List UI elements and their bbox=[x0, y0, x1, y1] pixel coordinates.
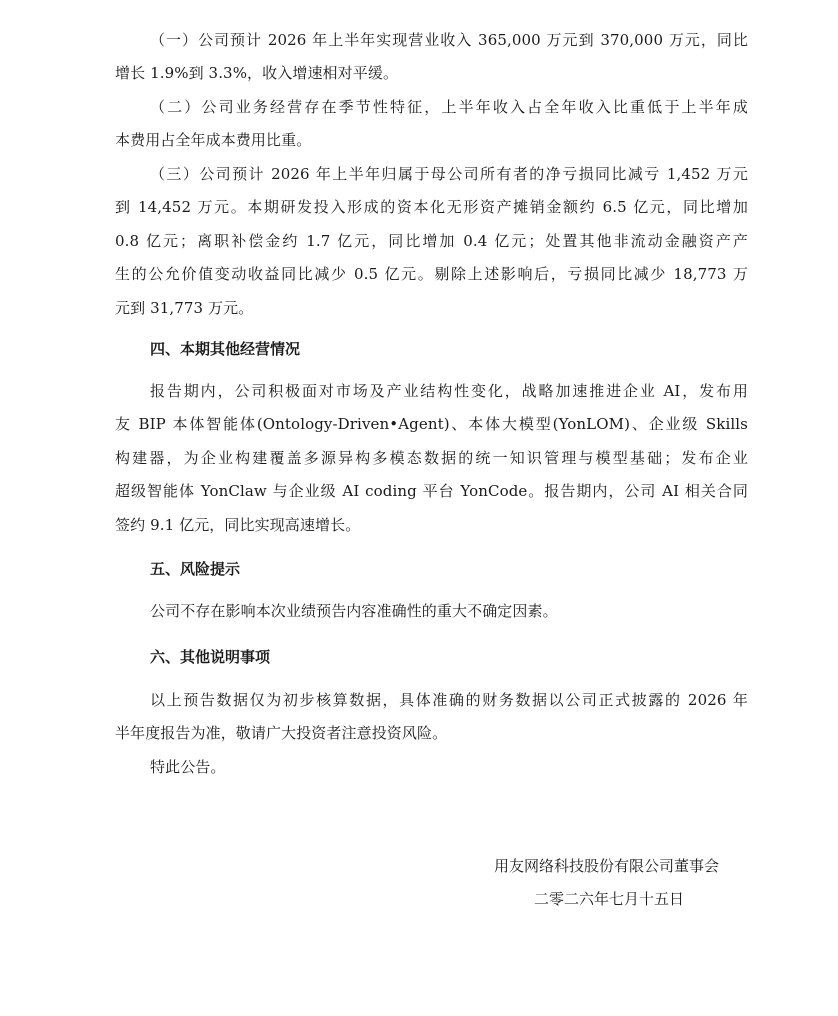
paragraph-notes-line-2: 半年度报告为准，敬请广大投资者注意投资风险。 bbox=[115, 724, 448, 742]
paragraph-operations-line-2: 友 BIP 本体智能体(Ontology-Driven•Agent)、本体大模型(YonLOM)、企业级 Skills bbox=[115, 415, 748, 433]
paragraph-operations-line-4: 超级智能体 YonClaw 与企业级 AI coding 平台 YonCode。报告期内，公司 AI 相关合同 bbox=[115, 482, 748, 500]
paragraph-net-loss-line-4: 生的公允价值变动收益同比减少 0.5 亿元。剔除上述影响后，亏损同比减少 18,773 万 bbox=[115, 265, 748, 283]
paragraph-seasonality-line-2: 本费用占全年成本费用比重。 bbox=[115, 131, 312, 149]
paragraph-revenue-line-1: （一）公司预计 2026 年上半年实现营业收入 365,000 万元到 370,000 万元，同比 bbox=[150, 31, 748, 49]
signature-date: 二零二六年七月十五日 bbox=[534, 890, 685, 908]
heading-other-notes: 六、其他说明事项 bbox=[150, 648, 271, 666]
paragraph-seasonality-line-1: （二）公司业务经营存在季节性特征，上半年收入占全年收入比重低于上半年成 bbox=[150, 98, 748, 116]
paragraph-operations-line-1: 报告期内，公司积极面对市场及产业结构性变化，战略加速推进企业 AI，发布用 bbox=[150, 382, 748, 400]
paragraph-revenue-line-2: 增长 1.9%到 3.3%，收入增速相对平缓。 bbox=[115, 64, 399, 82]
heading-other-operations: 四、本期其他经营情况 bbox=[150, 340, 301, 358]
paragraph-operations-line-5: 签约 9.1 亿元，同比实现高速增长。 bbox=[115, 516, 361, 534]
paragraph-net-loss-line-1: （三）公司预计 2026 年上半年归属于母公司所有者的净亏损同比减亏 1,452 万元 bbox=[150, 165, 748, 183]
paragraph-net-loss-line-2: 到 14,452 万元。本期研发投入形成的资本化无形资产摊销金额约 6.5 亿元，同比增加 bbox=[115, 198, 748, 216]
paragraph-net-loss-line-5: 元到 31,773 万元。 bbox=[115, 299, 254, 317]
paragraph-notes-line-1: 以上预告数据仅为初步核算数据，具体准确的财务数据以公司正式披露的 2026 年 bbox=[150, 691, 748, 709]
closing-statement: 特此公告。 bbox=[150, 758, 226, 776]
signature-company: 用友网络科技股份有限公司董事会 bbox=[494, 857, 720, 875]
paragraph-operations-line-3: 构建器，为企业构建覆盖多源异构多模态数据的统一知识管理与模型基础；发布企业 bbox=[115, 449, 748, 467]
paragraph-net-loss-line-3: 0.8 亿元；离职补偿金约 1.7 亿元，同比增加 0.4 亿元；处置其他非流动金融资产产 bbox=[115, 232, 748, 250]
paragraph-risk-line-1: 公司不存在影响本次业绩预告内容准确性的重大不确定因素。 bbox=[150, 602, 558, 620]
heading-risk-notice: 五、风险提示 bbox=[150, 560, 241, 578]
